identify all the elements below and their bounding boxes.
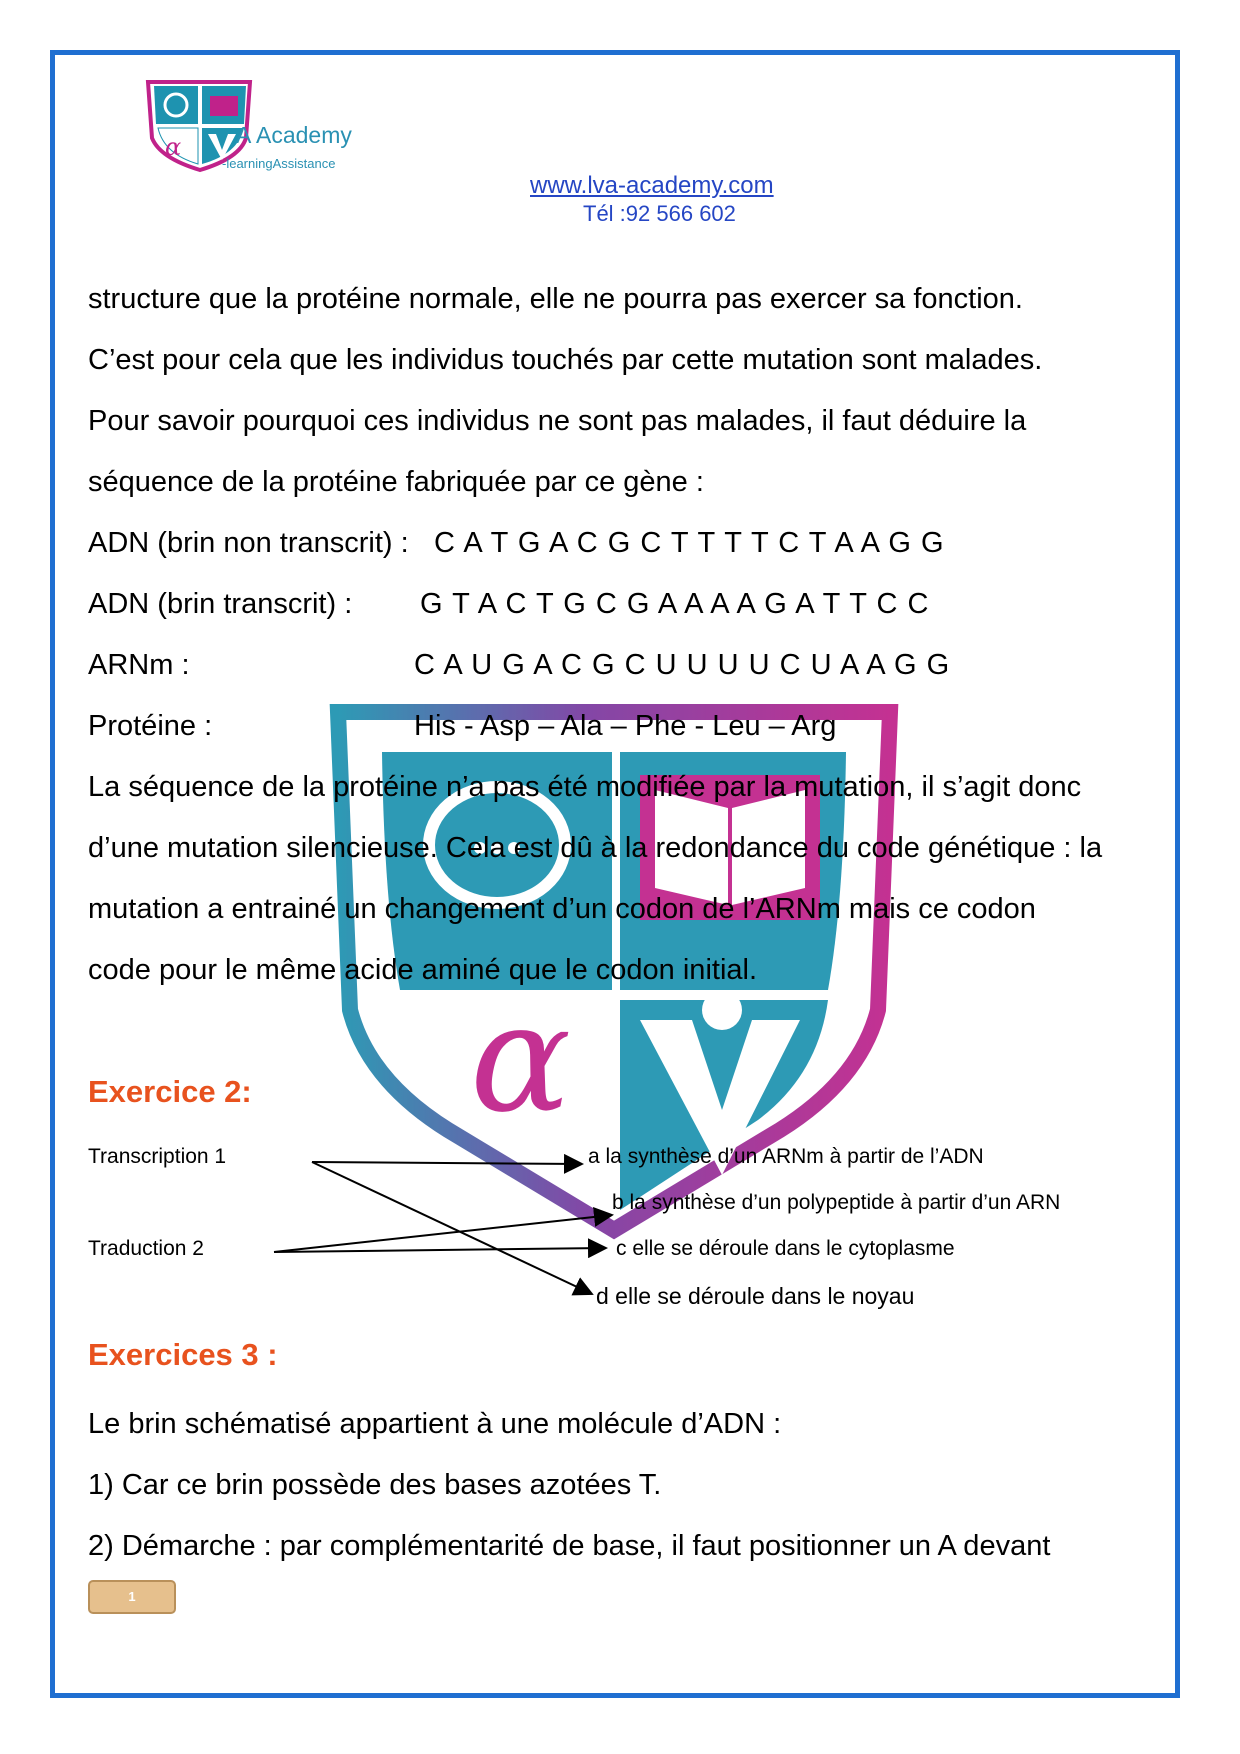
conclusion-line: code pour le même acide aminé que le codon initial.: [88, 954, 758, 986]
exercise2-title: Exercice 2:: [88, 1074, 252, 1109]
intro-line: structure que la protéine normale, elle ne pourra pas exercer sa fonction.: [88, 283, 1023, 315]
logo-letter-a: A: [236, 122, 252, 148]
sequence-label: ADN (brin non transcrit) :: [88, 527, 409, 559]
arrow-traduction-to-c: [274, 1248, 606, 1252]
svg-text:α: α: [165, 133, 182, 161]
right-item-a: a la synthèse d’un ARNm à partir de l’ADN: [588, 1145, 984, 1168]
logo-tagline: -learningAssistance: [222, 156, 336, 171]
alpha-symbol: α: [470, 972, 572, 1146]
exercise3-line: 2) Démarche : par complémentarité de base, il faut positionner un A devant: [88, 1530, 1051, 1562]
left-item-transcription: Transcription 1: [88, 1145, 227, 1168]
intro-line: séquence de la protéine fabriquée par ce gène :: [88, 466, 704, 498]
intro-line: Pour savoir pourquoi ces individus ne sont pas malades, il faut déduire la: [88, 405, 1027, 437]
conclusion-line: d’une mutation silencieuse. Cela est dû à la redondance du code génétique : la: [88, 832, 1103, 864]
sequence-label: Protéine :: [88, 710, 213, 742]
sequence-value: C A T G A C G C T T T T C T A A G G: [434, 527, 945, 559]
right-item-d: d elle se déroule dans le noyau: [596, 1283, 915, 1309]
arrow-transcription-to-a: [312, 1162, 582, 1164]
conclusion-line: La séquence de la protéine n’a pas été modifiée par la mutation, il s’agit donc: [88, 771, 1082, 803]
arrow-traduction-to-b: [274, 1215, 612, 1252]
website-link[interactable]: www.lva-academy.com: [530, 172, 774, 199]
intro-line: C’est pour cela que les individus touchés par cette mutation sont malades.: [88, 344, 1043, 376]
sequence-value: C A U G A C G C U U U U C U A A G G: [414, 649, 951, 681]
left-item-traduction: Traduction 2: [88, 1237, 204, 1260]
sequence-value: His - Asp – Ala – Phe - Leu – Arg: [414, 710, 837, 742]
sequence-label: ARNm :: [88, 649, 190, 681]
conclusion-line: mutation a entrainé un changement d’un codon de l’ARNm mais ce codon: [88, 893, 1036, 925]
exercise3-line: 1) Car ce brin possède des bases azotées T.: [88, 1469, 662, 1501]
right-item-b: b la synthèse d’un polypeptide à partir d’un ARN: [612, 1191, 1061, 1214]
logo-word: Academy: [256, 122, 352, 148]
right-item-c: c elle se déroule dans le cytoplasme: [616, 1237, 955, 1260]
phone-number: Tél :92 566 602: [583, 201, 736, 226]
arrow-transcription-to-d: [312, 1162, 592, 1294]
sequence-label: ADN (brin transcrit) :: [88, 588, 353, 620]
page-number-badge: 1: [88, 1580, 176, 1614]
sequence-value: G T A C T G C G A A A A G A T T C C: [420, 588, 930, 620]
exercise3-title: Exercices 3 :: [88, 1337, 278, 1372]
exercise3-line: Le brin schématisé appartient à une molécule d’ADN :: [88, 1408, 782, 1440]
